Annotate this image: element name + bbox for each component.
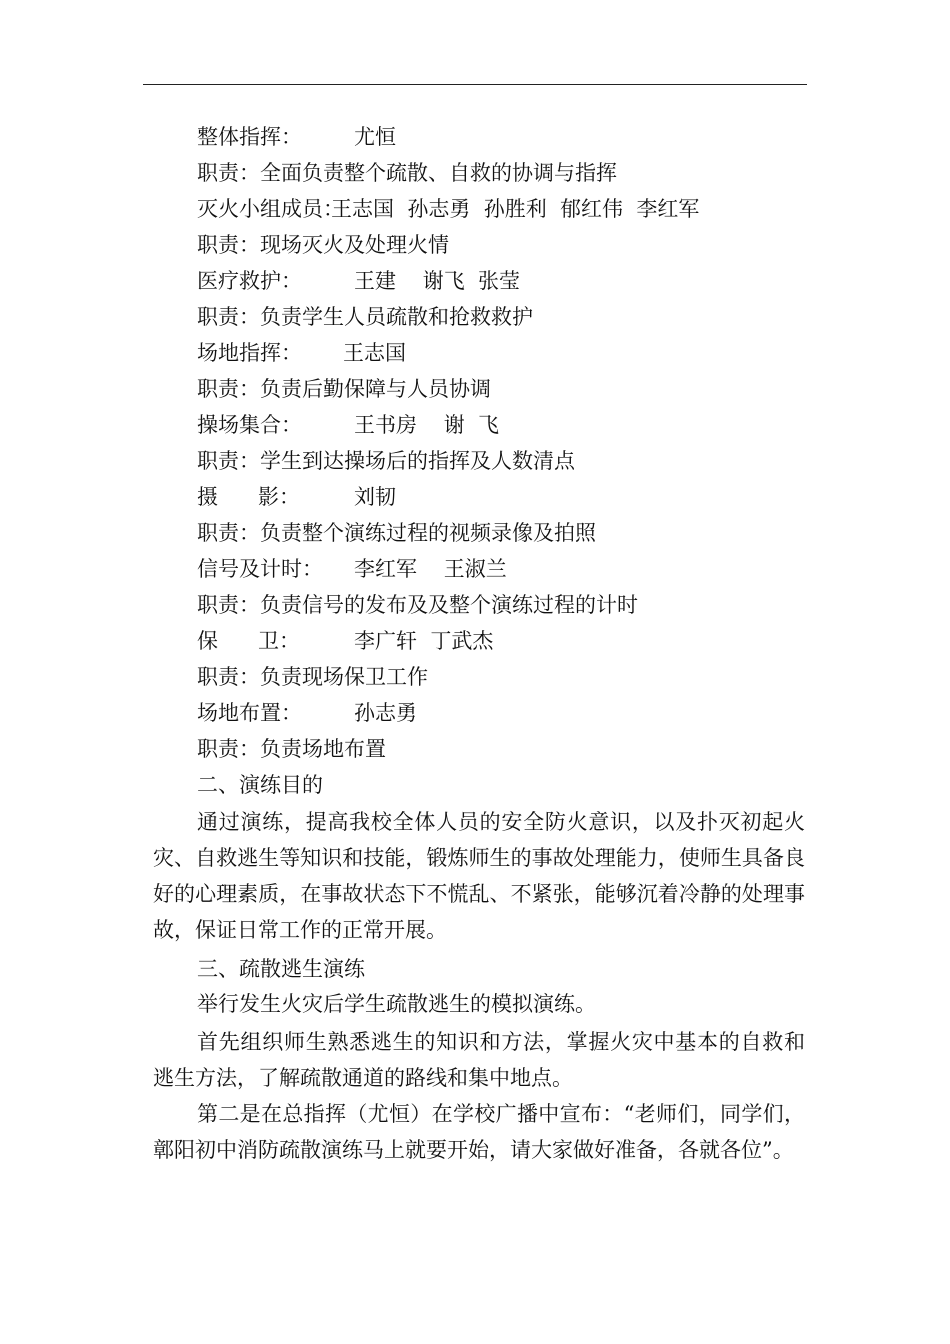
role-label: 场地指挥： <box>197 341 302 365</box>
duty-line: 职责：负责整个演练过程的视频录像及拍照 <box>197 521 596 545</box>
role-line-medical <box>197 267 521 295</box>
duty-line: 职责：学生到达操场后的指挥及人数清点 <box>197 449 575 473</box>
header-rule <box>143 84 807 85</box>
role-label: 保 卫： <box>197 629 301 653</box>
duty-line: 职责：负责后勤保障与人员协调 <box>197 377 491 401</box>
role-names: 王建 谢飞 张莹 <box>354 269 521 293</box>
section-heading-purpose: 二、演练目的 <box>197 773 323 797</box>
duty-line: 职责：全面负责整个疏散、自救的协调与指挥 <box>197 161 617 185</box>
duty-line: 职责：负责信号的发布及及整个演练过程的计时 <box>197 593 638 617</box>
role-line-site-command <box>197 339 406 367</box>
role-names: 李红军 王淑兰 <box>354 557 507 581</box>
role-line-site-setup <box>197 699 417 727</box>
role-line-security <box>197 627 494 655</box>
duty-line: 职责：现场灭火及处理火情 <box>197 233 449 257</box>
role-line-assembly <box>197 411 500 439</box>
role-label: 整体指挥： <box>197 125 302 149</box>
role-names: 李广轩 丁武杰 <box>354 629 494 653</box>
role-names: 王书房 谢 飞 <box>354 413 500 437</box>
role-label: 操场集合： <box>197 413 302 437</box>
evacuation-paragraph-2: 首先组织师生熟悉逃生的知识和方法，掌握火灾中基本的自救和逃生方法，了解疏散通道的路线和集中地点。 <box>153 1030 805 1090</box>
role-label: 医疗救护： <box>197 269 302 293</box>
role-line-signal <box>197 555 507 583</box>
role-names: 王志国 孙志勇 孙胜利 郁红伟 李红军 <box>331 197 700 221</box>
role-names: 王志国 <box>343 341 406 365</box>
duty-line: 职责：负责场地布置 <box>197 737 386 761</box>
section-heading-evacuation: 三、疏散逃生演练 <box>197 957 365 981</box>
role-label: 信号及计时： <box>197 557 323 581</box>
role-names: 孙志勇 <box>354 701 417 725</box>
role-names: 尤恒 <box>354 125 396 149</box>
purpose-paragraph: 通过演练，提高我校全体人员的安全防火意识，以及扑灭初起火灾、自救逃生等知识和技能，锻炼师生的事故处理能力，使师生具备良好的心理素质，在事故状态下不慌乱、不紧张，能够沉着冷静的处理事故，保证日常工作的正常开展。 <box>153 810 805 942</box>
role-line-photography <box>197 483 396 511</box>
role-line-commander <box>197 123 396 151</box>
evacuation-paragraph-3: 第二是在总指挥（尤恒）在学校广播中宣布：“老师们，同学们，鄣阳初中消防疏散演练马上就要开始，请大家做好准备，各就各位”。 <box>153 1102 805 1162</box>
evacuation-paragraph-1: 举行发生火灾后学生疏散逃生的模拟演练。 <box>197 992 596 1016</box>
role-label: 摄 影： <box>197 485 301 509</box>
role-names: 刘韧 <box>354 485 396 509</box>
role-line-firefighting <box>197 195 700 223</box>
role-label: 灭火小组成员： <box>197 197 344 221</box>
duty-line: 职责：负责学生人员疏散和抢救救护 <box>197 305 533 329</box>
duty-line: 职责：负责现场保卫工作 <box>197 665 428 689</box>
role-label: 场地布置： <box>197 701 302 725</box>
